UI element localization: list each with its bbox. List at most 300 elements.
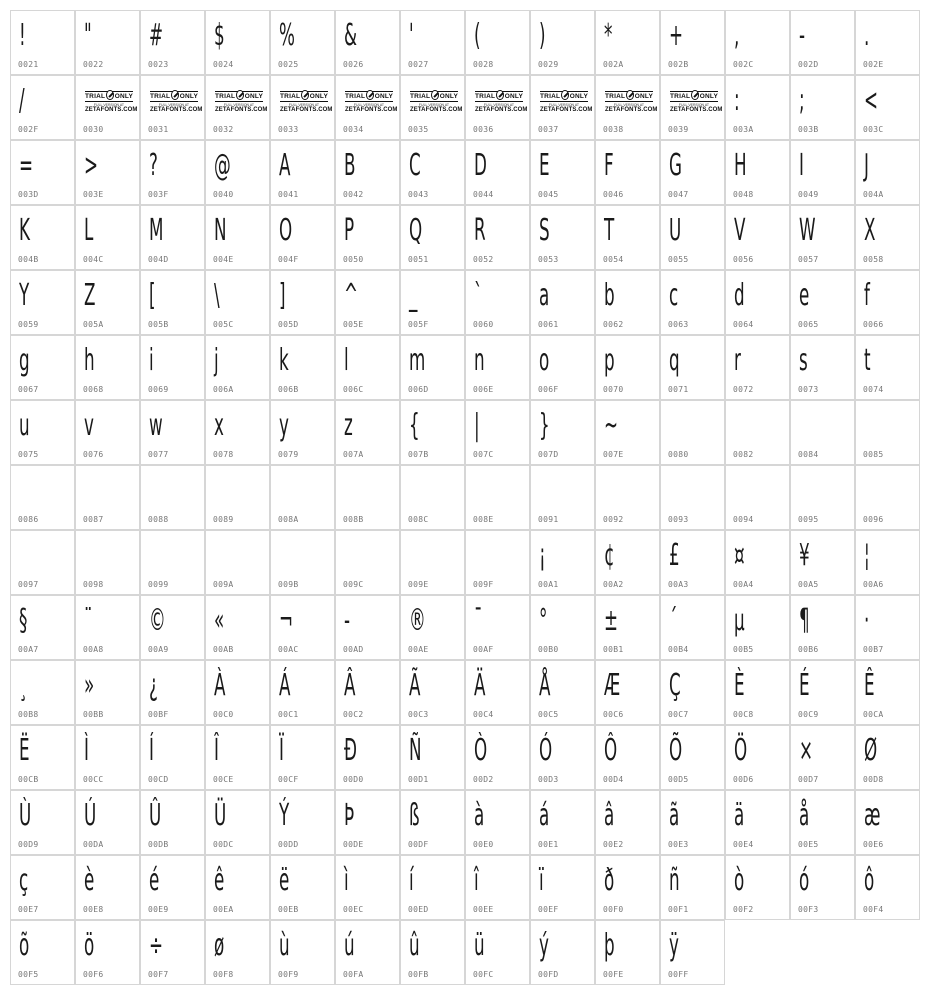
glyph-cell [270, 530, 335, 595]
glyph-char: ã [669, 798, 680, 833]
glyph-code: 0085 [863, 450, 884, 459]
glyph-cell [855, 855, 920, 920]
glyph-cell [595, 660, 660, 725]
glyph-char: ï [539, 863, 544, 898]
glyph-char: ) [539, 18, 546, 53]
glyph-code: 0087 [83, 515, 104, 524]
glyph-cell [140, 335, 205, 400]
glyph-code: 00F1 [668, 905, 689, 914]
glyph-code: 0097 [18, 580, 39, 589]
glyph-char: ò [734, 863, 745, 898]
glyph-char: Ç [669, 668, 681, 703]
glyph-cell [75, 530, 140, 595]
glyph-code: 0066 [863, 320, 884, 329]
glyph-code: 004D [148, 255, 169, 264]
glyph-char: µ [734, 603, 745, 638]
glyph-char: : [734, 83, 740, 118]
glyph-char: À [214, 668, 226, 703]
glyph-cell [205, 920, 270, 985]
glyph-cell [10, 855, 75, 920]
glyph-char: F [604, 148, 614, 183]
glyph-cell [530, 140, 595, 205]
glyph-char: & [344, 18, 358, 53]
trial-badge-left: TRIAL [85, 93, 106, 100]
glyph-code: 00EA [213, 905, 234, 914]
glyph-code: 008C [408, 515, 429, 524]
glyph-code: 0034 [343, 125, 364, 134]
glyph-char: j [214, 343, 219, 378]
trial-badge-bottom: ZETAFONTS.COM [150, 107, 203, 113]
glyph-code: 00EE [473, 905, 494, 914]
glyph-char: c [669, 278, 679, 313]
glyph-cell [400, 465, 465, 530]
trial-badge-bottom: ZETAFONTS.COM [605, 107, 658, 113]
trial-badge-right: ONLY [374, 93, 393, 100]
glyph-cell [270, 335, 335, 400]
glyph-char: ß [409, 798, 420, 833]
glyph-code: 008A [278, 515, 299, 524]
glyph-cell [855, 725, 920, 790]
trial-badge-top [670, 91, 718, 102]
glyph-cell [270, 660, 335, 725]
glyph-code: 0027 [408, 60, 429, 69]
glyph-cell [660, 920, 725, 985]
glyph-code: 005D [278, 320, 299, 329]
glyph-cell [660, 205, 725, 270]
glyph-char: ¸ [19, 668, 28, 703]
glyph-code: 0093 [668, 515, 689, 524]
glyph-char: ± [604, 603, 619, 638]
glyph-cell [725, 660, 790, 725]
glyph-char: ¥ [799, 538, 810, 573]
glyph-cell [400, 530, 465, 595]
glyph-char: Î [214, 733, 219, 768]
glyph-char: p [604, 343, 615, 378]
glyph-char: Ø [864, 733, 878, 768]
trial-badge-middle: FULL VERSION AT [548, 103, 580, 107]
glyph-code: 00B8 [18, 710, 39, 719]
glyph-code: 0045 [538, 190, 559, 199]
glyph-cell [530, 335, 595, 400]
glyph-char: C [409, 148, 421, 183]
glyph-char: % [279, 18, 295, 53]
glyph-cell [725, 140, 790, 205]
glyph-char: Þ [344, 798, 355, 833]
trial-badge-top [345, 91, 393, 102]
trial-badge-bottom: ZETAFONTS.COM [670, 107, 723, 113]
glyph-char: × [799, 733, 814, 768]
glyph-code: 009F [473, 580, 494, 589]
glyph-code: 00B7 [863, 645, 884, 654]
glyph-cell [725, 530, 790, 595]
trial-badge-middle: FULL VERSION AT [353, 103, 385, 107]
glyph-code: 00C9 [798, 710, 819, 719]
glyph-char: Ä [474, 668, 486, 703]
glyph-char: ' [409, 18, 414, 53]
glyph-cell [270, 465, 335, 530]
glyph-cell [140, 270, 205, 335]
glyph-code: 0041 [278, 190, 299, 199]
trial-only-badge [85, 91, 138, 113]
glyph-cell [660, 530, 725, 595]
glyph-char: i [149, 343, 154, 378]
glyph-grid [10, 10, 920, 985]
glyph-char: ¢ [604, 538, 615, 573]
glyph-cell [595, 10, 660, 75]
glyph-char: X [864, 213, 876, 248]
glyph-code: 0094 [733, 515, 754, 524]
glyph-code: 00FD [538, 970, 559, 979]
glyph-code: 0098 [83, 580, 104, 589]
glyph-code: 00F4 [863, 905, 884, 914]
glyph-char: ÷ [149, 928, 164, 963]
glyph-char: x [214, 408, 224, 443]
glyph-code: 00F9 [278, 970, 299, 979]
glyph-cell [140, 790, 205, 855]
glyph-char: Á [279, 668, 291, 703]
glyph-code: 0058 [863, 255, 884, 264]
glyph-cell [660, 595, 725, 660]
glyph-cell [140, 140, 205, 205]
glyph-code: 00A4 [733, 580, 754, 589]
glyph-char: o [539, 343, 550, 378]
glyph-char: v [84, 408, 94, 443]
glyph-char: \ [214, 278, 220, 313]
glyph-char: T [604, 213, 615, 248]
glyph-cell [790, 400, 855, 465]
trial-only-badge [150, 91, 203, 113]
glyph-cell [10, 595, 75, 660]
trial-badge-bottom: ZETAFONTS.COM [410, 107, 463, 113]
glyph-code: 00C1 [278, 710, 299, 719]
glyph-cell [790, 855, 855, 920]
glyph-code: 00B5 [733, 645, 754, 654]
glyph-cell [140, 595, 205, 660]
glyph-cell [465, 400, 530, 465]
glyph-char: u [19, 408, 30, 443]
glyph-cell [140, 10, 205, 75]
trial-badge-bottom: ZETAFONTS.COM [475, 107, 528, 113]
glyph-cell [75, 270, 140, 335]
glyph-cell [855, 140, 920, 205]
glyph-cell [725, 270, 790, 335]
glyph-char: ø [214, 928, 225, 963]
glyph-cell [465, 660, 530, 725]
glyph-char: ë [279, 863, 290, 898]
glyph-char: Ð [344, 733, 357, 768]
glyph-char: . [864, 18, 870, 53]
glyph-cell [75, 855, 140, 920]
glyph-code: 00E6 [863, 840, 884, 849]
glyph-code: 009C [343, 580, 364, 589]
glyph-code: 00AF [473, 645, 494, 654]
glyph-char: f [864, 278, 870, 313]
trial-badge-right: ONLY [244, 93, 263, 100]
glyph-cell [400, 205, 465, 270]
glyph-code: 00F3 [798, 905, 819, 914]
trial-badge-right: ONLY [439, 93, 458, 100]
glyph-code: 00CA [863, 710, 884, 719]
glyph-char: ö [84, 928, 95, 963]
glyph-code: 00A6 [863, 580, 884, 589]
glyph-cell [335, 75, 400, 140]
glyph-char: ´ [669, 603, 678, 638]
glyph-code: 0053 [538, 255, 559, 264]
glyph-cell [335, 790, 400, 855]
glyph-char: ý [539, 928, 549, 963]
glyph-cell [725, 75, 790, 140]
glyph-char: D [474, 148, 487, 183]
glyph-char: e [799, 278, 810, 313]
glyph-cell [530, 530, 595, 595]
glyph-char: _ [409, 278, 418, 313]
glyph-char: Ý [279, 798, 290, 833]
glyph-char: S [539, 213, 550, 248]
glyph-char: á [539, 798, 550, 833]
glyph-char: L [84, 213, 94, 248]
glyph-code: 00AC [278, 645, 299, 654]
glyph-code: 0088 [148, 515, 169, 524]
glyph-char: A [279, 148, 291, 183]
glyph-cell [855, 465, 920, 530]
glyph-cell [270, 270, 335, 335]
glyph-code: 00AB [213, 645, 234, 654]
glyph-cell [205, 270, 270, 335]
glyph-char: ç [19, 863, 29, 898]
glyph-cell [205, 790, 270, 855]
glyph-cell [10, 400, 75, 465]
glyph-char: » [84, 668, 95, 703]
glyph-code: 0061 [538, 320, 559, 329]
glyph-char: a [539, 278, 550, 313]
glyph-code: 009B [278, 580, 299, 589]
glyph-code: 005B [148, 320, 169, 329]
glyph-code: 006B [278, 385, 299, 394]
trial-badge-middle: FULL VERSION AT [678, 103, 710, 107]
glyph-cell [465, 595, 530, 660]
glyph-cell [530, 920, 595, 985]
glyph-cell [205, 400, 270, 465]
glyph-cell [465, 790, 530, 855]
glyph-code: 007D [538, 450, 559, 459]
glyph-code: 00F5 [18, 970, 39, 979]
glyph-cell [530, 855, 595, 920]
glyph-cell [335, 10, 400, 75]
glyph-cell [400, 790, 465, 855]
glyph-char: r [734, 343, 741, 378]
glyph-code: 0050 [343, 255, 364, 264]
glyph-code: 00FC [473, 970, 494, 979]
trial-badge-left: TRIAL [540, 93, 561, 100]
glyph-cell [75, 75, 140, 140]
glyph-cell [465, 10, 530, 75]
glyph-cell [595, 530, 660, 595]
trial-badge-middle: FULL VERSION AT [483, 103, 515, 107]
glyph-code: 00FA [343, 970, 364, 979]
glyph-cell [335, 920, 400, 985]
glyph-cell [75, 205, 140, 270]
glyph-code: 0074 [863, 385, 884, 394]
glyph-cell [75, 10, 140, 75]
glyph-code: 0030 [83, 125, 104, 134]
glyph-code: 00A1 [538, 580, 559, 589]
glyph-code: 00E3 [668, 840, 689, 849]
glyph-code: 00C5 [538, 710, 559, 719]
glyph-char: è [84, 863, 95, 898]
glyph-cell [140, 855, 205, 920]
trial-only-badge [540, 91, 593, 113]
glyph-char: ¬ [279, 603, 294, 638]
glyph-code: 0068 [83, 385, 104, 394]
glyph-char: Í [149, 733, 154, 768]
glyph-char: - [344, 603, 351, 638]
glyph-cell [790, 725, 855, 790]
glyph-cell [10, 335, 75, 400]
no-sign-icon [691, 90, 699, 100]
glyph-cell [595, 725, 660, 790]
glyph-code: 0075 [18, 450, 39, 459]
glyph-cell [790, 465, 855, 530]
glyph-code: 00C4 [473, 710, 494, 719]
glyph-char: Ñ [409, 733, 422, 768]
glyph-char: õ [19, 928, 30, 963]
trial-only-badge [345, 91, 398, 113]
glyph-code: 0072 [733, 385, 754, 394]
glyph-code: 006C [343, 385, 364, 394]
glyph-char: Å [539, 668, 551, 703]
trial-badge-middle: FULL VERSION AT [288, 103, 320, 107]
glyph-cell [335, 140, 400, 205]
glyph-cell [75, 790, 140, 855]
glyph-code: 007C [473, 450, 494, 459]
glyph-cell [595, 75, 660, 140]
glyph-cell [855, 595, 920, 660]
glyph-code: 00B4 [668, 645, 689, 654]
glyph-code: 00F7 [148, 970, 169, 979]
glyph-code: 002E [863, 60, 884, 69]
glyph-code: 003D [18, 190, 39, 199]
no-sign-icon [561, 90, 569, 100]
glyph-code: 00E4 [733, 840, 754, 849]
trial-badge-right: ONLY [179, 93, 198, 100]
trial-badge-middle: FULL VERSION AT [613, 103, 645, 107]
glyph-cell [855, 400, 920, 465]
glyph-code: 00CD [148, 775, 169, 784]
glyph-char: / [19, 83, 25, 118]
glyph-char: h [84, 343, 95, 378]
trial-badge-top [150, 91, 198, 102]
glyph-cell [400, 595, 465, 660]
glyph-cell [10, 10, 75, 75]
glyph-cell [205, 75, 270, 140]
glyph-cell [855, 10, 920, 75]
glyph-code: 0042 [343, 190, 364, 199]
glyph-cell [400, 660, 465, 725]
glyph-cell [10, 530, 75, 595]
glyph-code: 003B [798, 125, 819, 134]
glyph-code: 00D3 [538, 775, 559, 784]
glyph-code: 0092 [603, 515, 624, 524]
glyph-cell [75, 920, 140, 985]
glyph-code: 005A [83, 320, 104, 329]
glyph-cell [75, 660, 140, 725]
glyph-code: 00A9 [148, 645, 169, 654]
trial-badge-left: TRIAL [215, 93, 236, 100]
glyph-char: È [734, 668, 745, 703]
glyph-cell [530, 205, 595, 270]
glyph-cell [855, 790, 920, 855]
glyph-code: 0069 [148, 385, 169, 394]
glyph-cell [335, 205, 400, 270]
glyph-char: ! [19, 18, 26, 53]
glyph-char: ® [409, 603, 426, 638]
glyph-cell [465, 725, 530, 790]
glyph-cell [530, 465, 595, 530]
glyph-cell [10, 920, 75, 985]
glyph-cell [725, 465, 790, 530]
glyph-code: 002A [603, 60, 624, 69]
trial-badge-right: ONLY [699, 93, 718, 100]
glyph-code: 00E9 [148, 905, 169, 914]
glyph-cell [335, 465, 400, 530]
glyph-code: 00ED [408, 905, 429, 914]
trial-badge-bottom: ZETAFONTS.COM [345, 107, 398, 113]
glyph-code: 00D9 [18, 840, 39, 849]
glyph-char: b [604, 278, 615, 313]
glyph-code: 00DB [148, 840, 169, 849]
glyph-code: 00C3 [408, 710, 429, 719]
glyph-code: 0024 [213, 60, 234, 69]
glyph-code: 002C [733, 60, 754, 69]
glyph-code: 00D6 [733, 775, 754, 784]
glyph-char: à [474, 798, 485, 833]
glyph-cell [530, 725, 595, 790]
trial-badge-middle: FULL VERSION AT [223, 103, 255, 107]
no-sign-icon [496, 90, 504, 100]
glyph-code: 00C2 [343, 710, 364, 719]
glyph-code: 00DF [408, 840, 429, 849]
glyph-char: < [864, 83, 879, 118]
glyph-cell [140, 660, 205, 725]
glyph-cell [10, 790, 75, 855]
glyph-cell [725, 400, 790, 465]
glyph-cell [595, 790, 660, 855]
glyph-cell [335, 855, 400, 920]
glyph-char: ¨ [84, 603, 93, 638]
glyph-cell [790, 140, 855, 205]
glyph-code: 0060 [473, 320, 494, 329]
glyph-code: 0071 [668, 385, 689, 394]
glyph-char: É [799, 668, 810, 703]
glyph-cell [725, 725, 790, 790]
glyph-cell [75, 465, 140, 530]
glyph-code: 0065 [798, 320, 819, 329]
glyph-char: ó [799, 863, 810, 898]
glyph-code: 00D0 [343, 775, 364, 784]
glyph-char: Æ [604, 668, 621, 703]
glyph-cell [855, 660, 920, 725]
trial-badge-bottom: ZETAFONTS.COM [215, 107, 268, 113]
trial-only-badge [215, 91, 268, 113]
glyph-code: 0043 [408, 190, 429, 199]
glyph-code: 00BF [148, 710, 169, 719]
trial-badge-top [280, 91, 328, 102]
glyph-code: 00EB [278, 905, 299, 914]
trial-badge-left: TRIAL [280, 93, 301, 100]
glyph-code: 0079 [278, 450, 299, 459]
glyph-code: 0047 [668, 190, 689, 199]
glyph-code: 00A8 [83, 645, 104, 654]
